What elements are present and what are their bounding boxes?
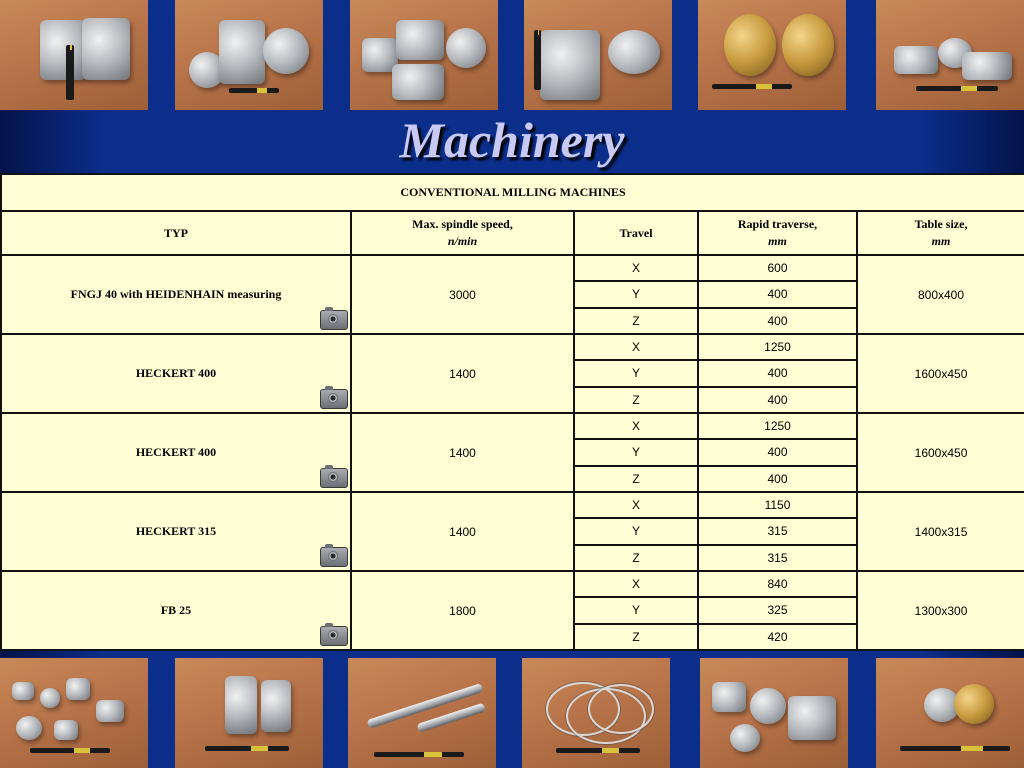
- spindle-speed-cell: 1400: [351, 413, 574, 492]
- travel-axis-cell: Y: [574, 360, 698, 386]
- photo-gear-housings: [350, 0, 498, 110]
- travel-axis-cell: Y: [574, 518, 698, 544]
- header-table-size-label: Table size,: [914, 217, 968, 231]
- header-spindle-speed: [351, 211, 574, 255]
- table-row: [1, 255, 1024, 281]
- rapid-traverse-cell: 400: [698, 439, 857, 465]
- travel-axis-cell: X: [574, 255, 698, 281]
- header-rapid-traverse-unit: mm: [768, 234, 787, 248]
- table-size-cell: 1600x450: [857, 334, 1024, 413]
- travel-axis-cell: X: [574, 413, 698, 439]
- travel-axis-cell: X: [574, 492, 698, 518]
- rapid-traverse-cell: 400: [698, 360, 857, 386]
- spindle-speed-cell: 1800: [351, 571, 574, 650]
- spindle-speed-cell: 3000: [351, 255, 574, 334]
- header-table-size-unit: mm: [931, 234, 951, 248]
- camera-icon[interactable]: [320, 547, 348, 567]
- rapid-traverse-cell: 400: [698, 466, 857, 492]
- machine-type-label: FNGJ 40 with HEIDENHAIN measuring: [70, 287, 282, 301]
- camera-icon[interactable]: [320, 468, 348, 488]
- travel-axis-cell: Y: [574, 597, 698, 623]
- rapid-traverse-cell: 600: [698, 255, 857, 281]
- travel-axis-cell: Z: [574, 466, 698, 492]
- header-spindle-speed-label: Max. spindle speed,: [412, 217, 513, 231]
- photo-flanges: [524, 0, 672, 110]
- rapid-traverse-cell: 315: [698, 518, 857, 544]
- top-photo-strip: [0, 0, 1024, 110]
- travel-axis-cell: Y: [574, 439, 698, 465]
- machine-type-label: HECKERT 400: [135, 366, 217, 380]
- camera-icon[interactable]: [320, 626, 348, 646]
- travel-axis-cell: Z: [574, 624, 698, 650]
- photo-brass-wheels: [698, 0, 846, 110]
- photo-aluminium-fittings: [700, 658, 848, 768]
- photo-shafts: [348, 658, 496, 768]
- rapid-traverse-cell: 400: [698, 281, 857, 307]
- rapid-traverse-cell: 400: [698, 308, 857, 334]
- travel-axis-cell: X: [574, 334, 698, 360]
- table-caption: CONVENTIONAL MILLING MACHINES: [1, 174, 1024, 211]
- header-travel: Travel: [574, 211, 698, 255]
- machine-type-cell: [1, 413, 351, 492]
- slide-title: Machinery: [399, 112, 625, 168]
- photo-bushings: [175, 658, 323, 768]
- table-caption-row: [1, 174, 1024, 211]
- camera-icon[interactable]: [320, 389, 348, 409]
- table-row: [1, 571, 1024, 597]
- travel-axis-cell: Y: [574, 281, 698, 307]
- spindle-speed-cell: 1400: [351, 492, 574, 571]
- rapid-traverse-cell: 325: [698, 597, 857, 623]
- travel-axis-cell: Z: [574, 387, 698, 413]
- table-row: [1, 334, 1024, 360]
- table-row: [1, 492, 1024, 518]
- header-rapid-traverse: [698, 211, 857, 255]
- machine-type-label: FB 25: [160, 603, 192, 617]
- machine-type-label: HECKERT 400: [135, 445, 217, 459]
- photo-brass-bushings: [876, 658, 1024, 768]
- machine-type-label: HECKERT 315: [135, 524, 217, 538]
- header-table-size: [857, 211, 1024, 255]
- rapid-traverse-cell: 1250: [698, 413, 857, 439]
- rapid-traverse-cell: 840: [698, 571, 857, 597]
- travel-axis-cell: X: [574, 571, 698, 597]
- photo-small-parts: [876, 0, 1024, 110]
- rapid-traverse-cell: 1250: [698, 334, 857, 360]
- rapid-traverse-cell: 1150: [698, 492, 857, 518]
- machine-type-cell: [1, 492, 351, 571]
- machine-type-cell: [1, 571, 351, 650]
- table-size-cell: 1400x315: [857, 492, 1024, 571]
- rapid-traverse-cell: 315: [698, 545, 857, 571]
- header-spindle-speed-unit: n/min: [447, 234, 478, 248]
- spindle-speed-cell: 1400: [351, 334, 574, 413]
- table-header-row: [1, 211, 1024, 255]
- rapid-traverse-cell: 420: [698, 624, 857, 650]
- travel-axis-cell: Z: [574, 308, 698, 334]
- bottom-photo-strip: [0, 658, 1024, 768]
- machine-type-cell: [1, 334, 351, 413]
- photo-assorted-parts: [0, 658, 148, 768]
- camera-icon[interactable]: [320, 310, 348, 330]
- header-typ: TYP: [1, 211, 351, 255]
- rapid-traverse-cell: 400: [698, 387, 857, 413]
- machine-type-cell: [1, 255, 351, 334]
- photo-cast-parts: [175, 0, 323, 110]
- table-size-cell: 1600x450: [857, 413, 1024, 492]
- table-size-cell: 800x400: [857, 255, 1024, 334]
- header-rapid-traverse-label: Rapid traverse,: [737, 217, 818, 231]
- table-size-cell: 1300x300: [857, 571, 1024, 650]
- travel-axis-cell: Z: [574, 545, 698, 571]
- photo-aluminium-housings: [0, 0, 148, 110]
- photo-wire-rings: [522, 658, 670, 768]
- milling-machines-table: [0, 173, 1024, 651]
- table-row: [1, 413, 1024, 439]
